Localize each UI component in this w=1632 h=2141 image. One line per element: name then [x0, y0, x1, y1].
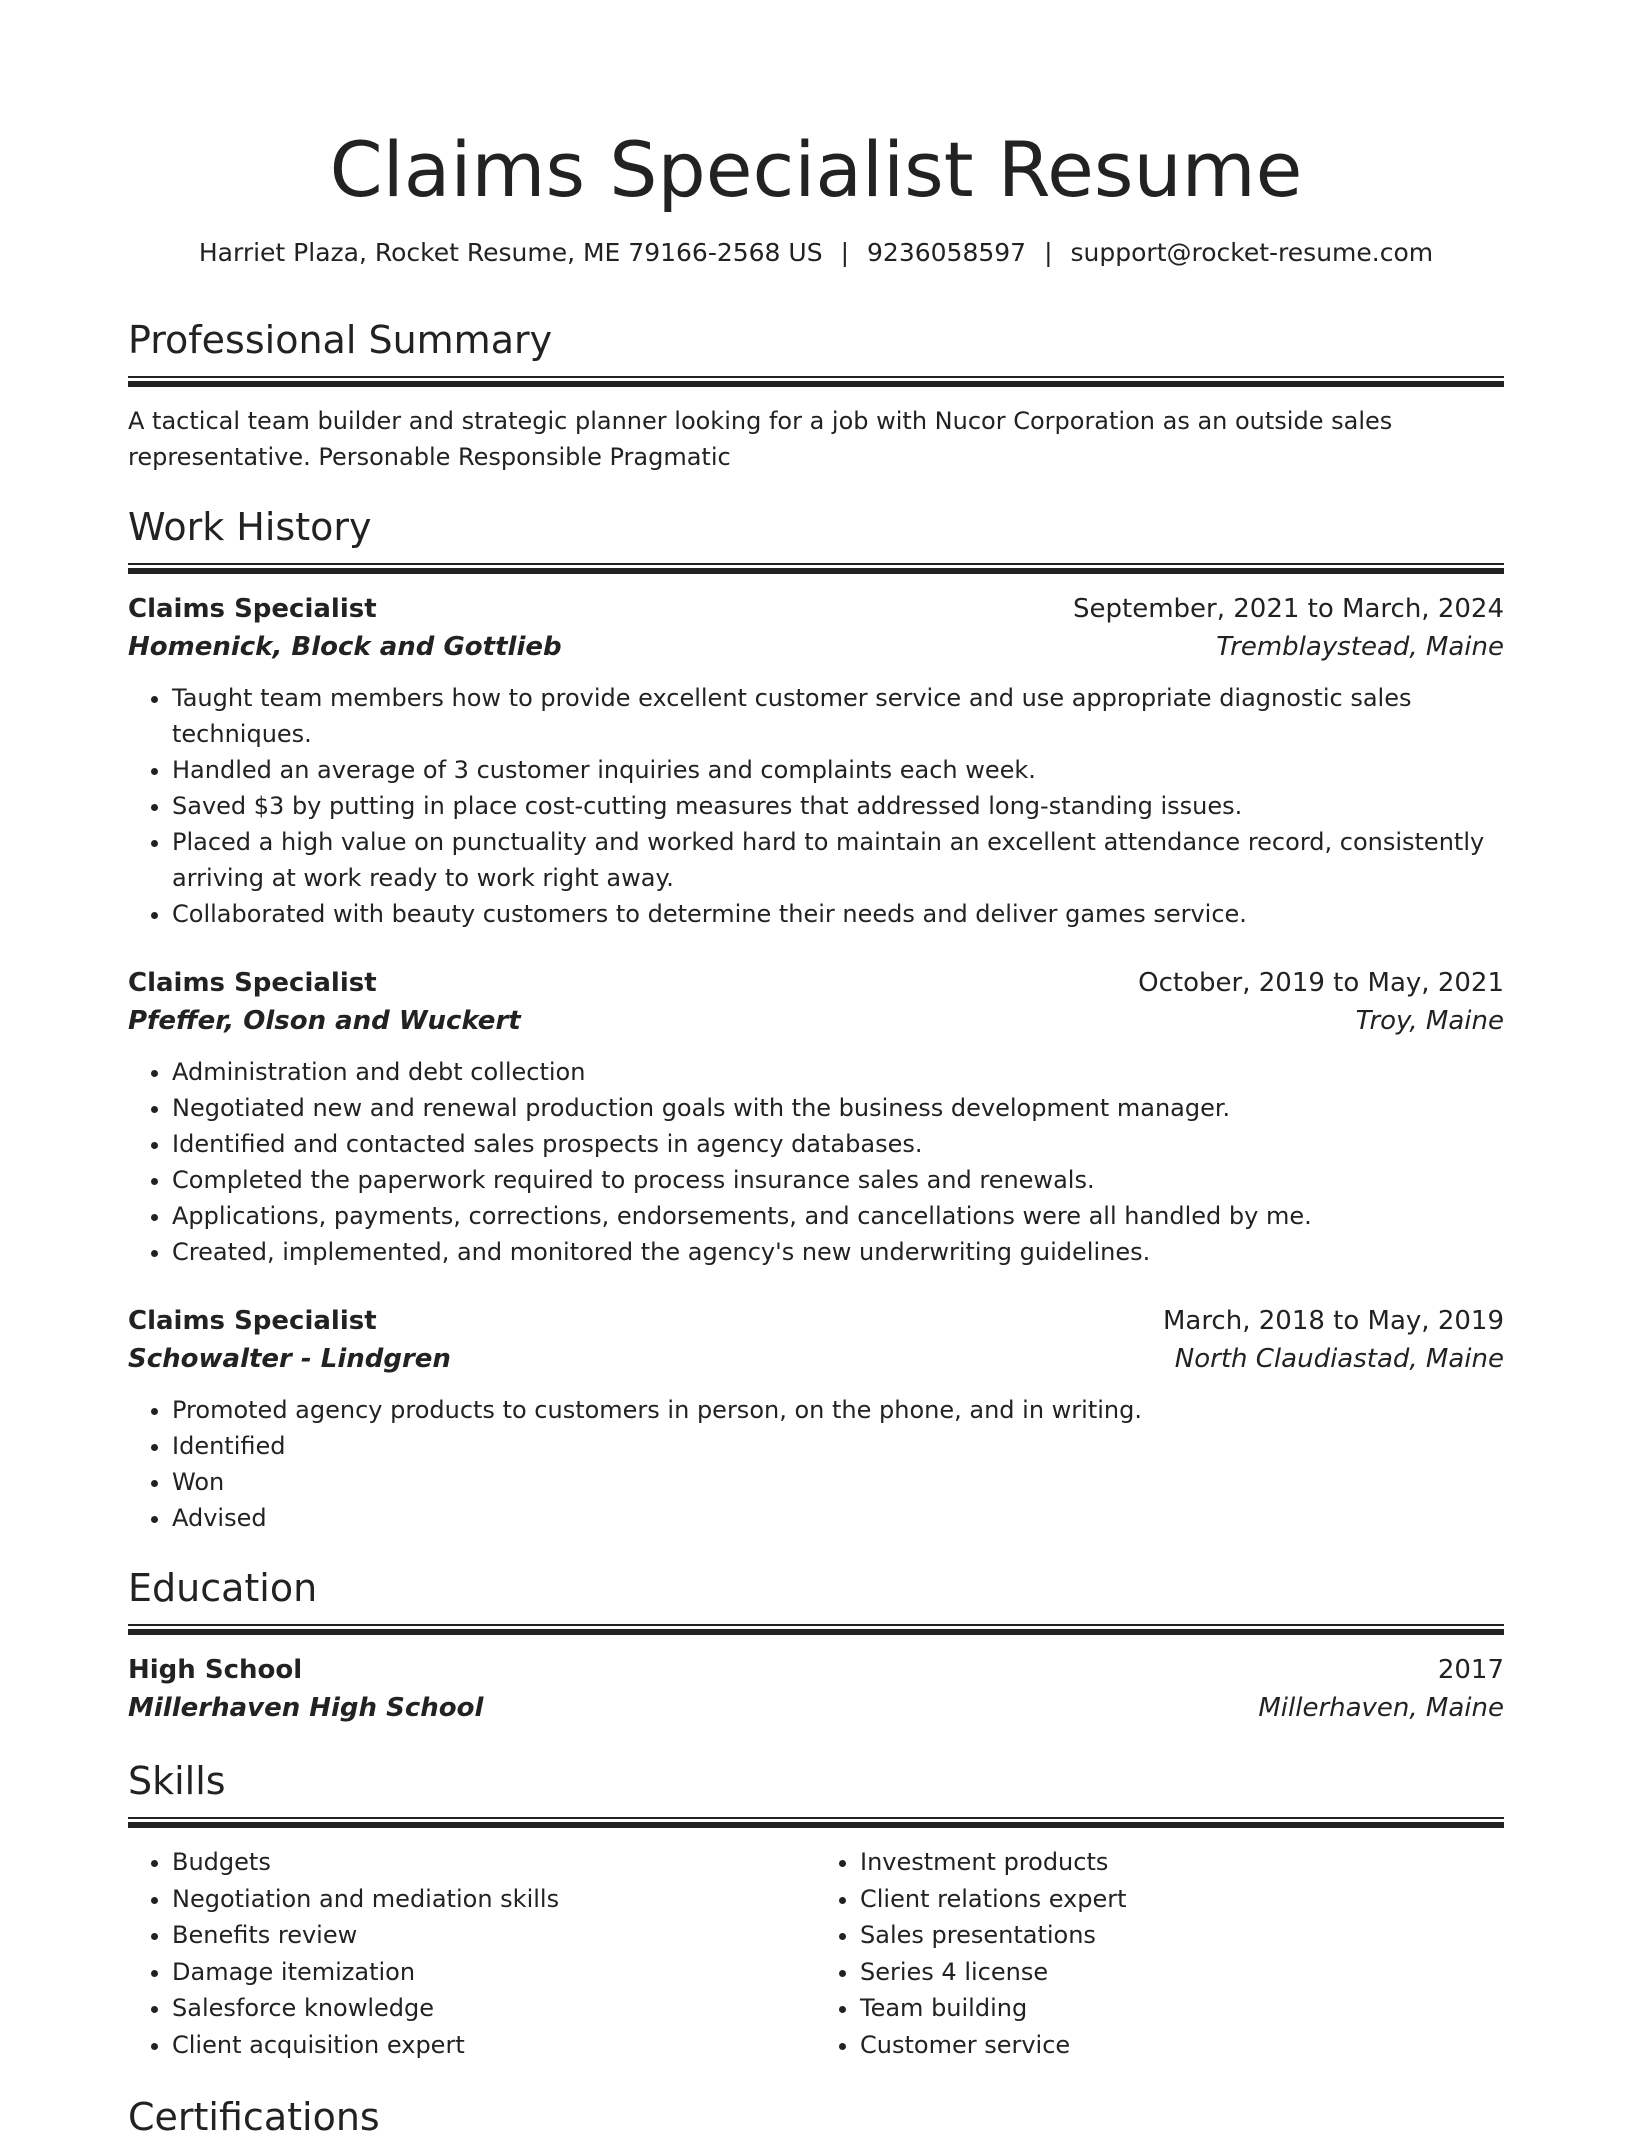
job-bullets — [128, 1054, 1504, 1270]
list-item: • Investment products — [860, 1844, 1504, 1881]
list-item: • Customer service — [860, 2027, 1504, 2064]
job-company: Pfeffer, Olson and Wuckert — [128, 1006, 521, 1036]
job-company-row — [128, 1340, 1504, 1378]
list-item: • Taught team members how to provide excellent customer service and use appropriate diagnostic sales techniques. — [172, 680, 1504, 752]
summary-text: A tactical team builder and strategic planner looking for a job with Nucor Corporation as an outside sales representative. Personable Responsible Pragmatic — [128, 407, 1393, 471]
list-item: • Advised — [172, 1500, 1504, 1536]
contact-separator: | — [840, 238, 850, 267]
list-item: • Client acquisition expert — [172, 2027, 816, 2064]
job-dates: March, 2018 to May, 2019 — [1162, 1306, 1504, 1336]
section-divider — [128, 376, 1504, 387]
section-divider — [128, 1817, 1504, 1828]
job-location: North Claudiastad, Maine — [1174, 1344, 1504, 1374]
work-history-heading: Work History — [128, 505, 372, 549]
list-item: • Identified — [172, 1428, 1504, 1464]
list-item: • Saved $3 by putting in place cost-cutting measures that addressed long-standing issues. — [172, 788, 1504, 824]
job-title-row — [128, 1302, 1504, 1340]
section-divider — [128, 1624, 1504, 1635]
education-school: Millerhaven High School — [128, 1693, 484, 1723]
job-title: Claims Specialist — [128, 968, 377, 998]
list-item: • Collaborated with beauty customers to determine their needs and deliver games service. — [172, 896, 1504, 932]
resume-title: Claims Specialist Resume — [329, 125, 1303, 214]
certifications-heading: Certifications — [128, 2095, 380, 2139]
job-entry — [128, 964, 1504, 1270]
list-item: • Salesforce knowledge — [172, 1990, 816, 2027]
list-item: • Series 4 license — [860, 1954, 1504, 1991]
job-title: Claims Specialist — [128, 594, 377, 624]
job-title: Claims Specialist — [128, 1306, 377, 1336]
education-location: Millerhaven, Maine — [1258, 1693, 1504, 1723]
job-entry — [128, 1302, 1504, 1536]
education-degree: High School — [128, 1655, 303, 1685]
job-dates: September, 2021 to March, 2024 — [1073, 594, 1504, 624]
skills-list-left — [128, 1844, 816, 2063]
job-title-row — [128, 964, 1504, 1002]
job-company-row — [128, 1002, 1504, 1040]
list-item: • Sales presentations — [860, 1917, 1504, 1954]
skills-columns — [128, 1844, 1504, 2063]
list-item: • Identified and contacted sales prospects in agency databases. — [172, 1126, 1504, 1162]
contact-address: Harriet Plaza, Rocket Resume, ME 79166-2568 US — [198, 238, 823, 267]
skills-section — [128, 1757, 1504, 2063]
list-item: • Created, implemented, and monitored the agency's new underwriting guidelines. — [172, 1234, 1504, 1270]
list-item: • Applications, payments, corrections, endorsements, and cancellations were all handled by me. — [172, 1198, 1504, 1234]
list-item: • Benefits review — [172, 1917, 816, 1954]
certifications-section — [128, 2093, 1504, 2141]
list-item: • Handled an average of 3 customer inquiries and complaints each week. — [172, 752, 1504, 788]
job-title-row — [128, 590, 1504, 628]
job-location: Tremblaystead, Maine — [1216, 632, 1504, 662]
list-item: • Placed a high value on punctuality and worked hard to maintain an excellent attendance record, consistently arriving at work ready to work right away. — [172, 824, 1504, 896]
list-item: • Client relations expert — [860, 1881, 1504, 1918]
education-year: 2017 — [1437, 1655, 1504, 1685]
list-item: • Promoted agency products to customers in person, on the phone, and in writing. — [172, 1392, 1504, 1428]
education-degree-row — [128, 1651, 1504, 1689]
section-divider — [128, 563, 1504, 574]
contact-phone: 9236058597 — [867, 238, 1027, 267]
education-school-row — [128, 1689, 1504, 1727]
list-item: • Won — [172, 1464, 1504, 1500]
contact-email[interactable]: support@rocket-resume.com — [1070, 238, 1434, 267]
job-bullets — [128, 1392, 1504, 1536]
job-location: Troy, Maine — [1355, 1006, 1504, 1036]
list-item: • Budgets — [172, 1844, 816, 1881]
education-section — [128, 1564, 1504, 1727]
skills-list-right — [816, 1844, 1504, 2063]
summary-heading: Professional Summary — [128, 318, 553, 362]
list-item: • Administration and debt collection — [172, 1054, 1504, 1090]
skills-heading: Skills — [128, 1759, 226, 1803]
list-item: • Negotiation and mediation skills — [172, 1881, 816, 1918]
job-entry — [128, 590, 1504, 932]
work-history-section — [128, 503, 1504, 1536]
contact-line — [128, 236, 1504, 270]
summary-section — [128, 316, 1504, 475]
job-company-row — [128, 628, 1504, 666]
job-company: Schowalter - Lindgren — [128, 1344, 451, 1374]
contact-separator: | — [1044, 238, 1053, 267]
job-dates: October, 2019 to May, 2021 — [1138, 968, 1504, 998]
list-item: • Completed the paperwork required to process insurance sales and renewals. — [172, 1162, 1504, 1198]
list-item: • Damage itemization — [172, 1954, 816, 1991]
job-bullets — [128, 680, 1504, 932]
job-company: Homenick, Block and Gottlieb — [128, 632, 562, 662]
education-heading: Education — [128, 1566, 318, 1610]
list-item: • Team building — [860, 1990, 1504, 2027]
list-item: • Negotiated new and renewal production goals with the business development manager. — [172, 1090, 1504, 1126]
